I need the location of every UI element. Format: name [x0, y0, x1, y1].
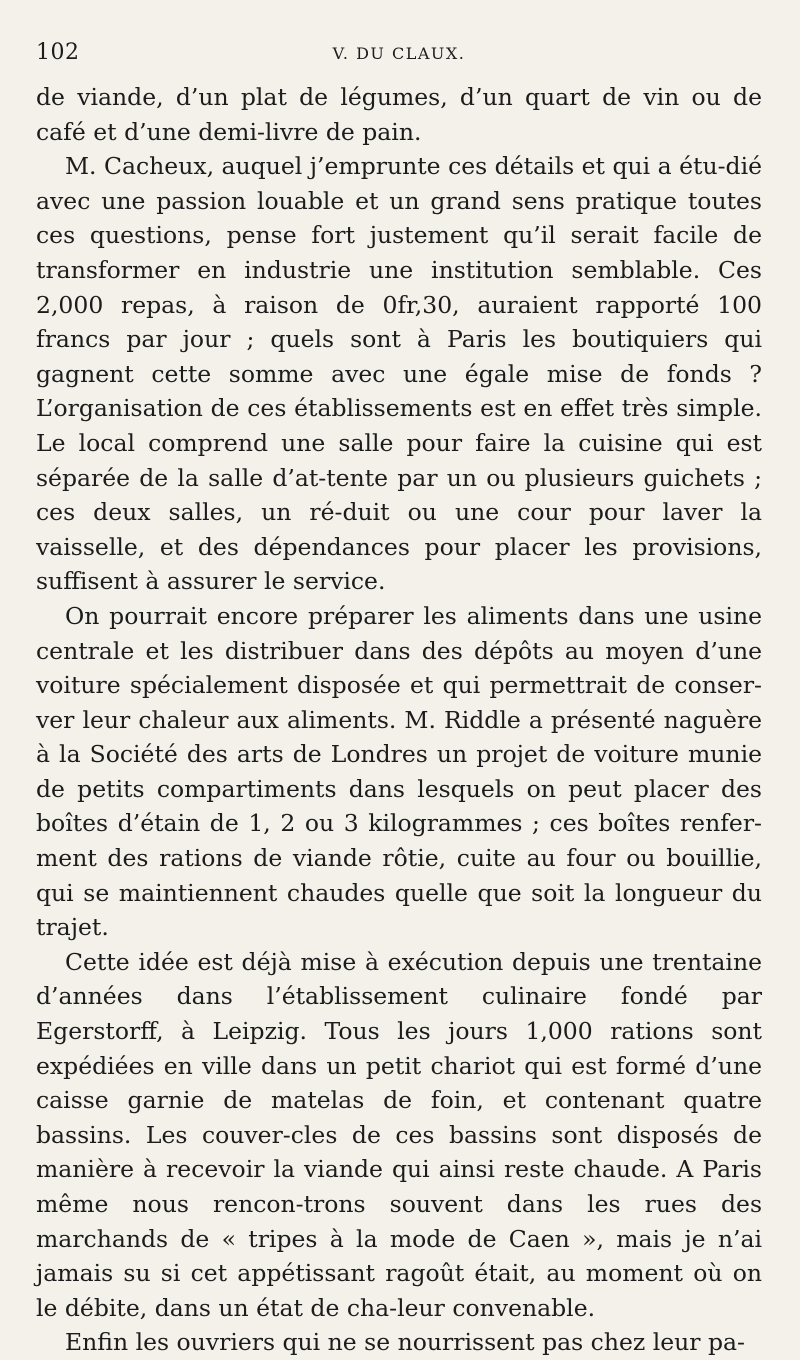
page-number: 102 — [36, 40, 80, 65]
paragraph: Enfin les ouvriers qui ne se nourrissent pas chez leur pa- — [65, 1328, 745, 1357]
paragraph: M. Cacheux, auquel j’emprunte ces détails et qui a étu-dié avec une passion louable et un grand sens pratique toutes ces questions, pense fort justement qu’il serait facile de transformer en industrie une institution semblable. Ces 2,000 repas, à raison de 0fr,30, auraient rapporté 100 francs par jour ; quels sont à Paris les boutiquiers qui gagnent cette somme avec une égale mise de fonds ? L’organisation de ces établissements est en effet très simple. Le local comprend une salle pour faire la cuisine qui est séparée de la salle d’at-tente par un ou plusieurs guichets ; ces deux salles, un ré-duit ou une cour pour laver la vaisselle, et des dépendances pour placer les provisions, suffisent à assurer le service. — [36, 152, 762, 596]
body-text — [36, 80, 762, 1360]
paragraph: de viande, d’un plat de légumes, d’un quart de vin ou de café et d’une demi-livre de pain. — [36, 83, 762, 146]
page-header — [36, 40, 762, 80]
paragraph: On pourrait encore préparer les aliments dans une usine centrale et les distribuer dans des dépôts au moyen d’une voiture spécialement disposée et qui permettrait de conser-ver leur chaleur aux aliments. M. Riddle a présenté naguère à la Société des arts de Londres un projet de voiture munie de petits compartiments dans lesquels on peut placer des boîtes d’étain de 1, 2 ou 3 kilogrammes ; ces boîtes renfer-ment des rations de viande rôtie, cuite au four ou bouillie, qui se maintiennent chaudes quelle que soit la longueur du trajet. — [36, 601, 762, 942]
paragraph: Cette idée est déjà mise à exécution depuis une trentaine d’années dans l’établissement culinaire fondé par Egerstorff, à Leipzig. Tous les jours 1,000 rations sont expédiées en ville dans un petit chariot qui est formé d’une caisse garnie de matelas de foin, et contenant quatre bassins. Les couver-cles de ces bassins sont disposés de manière à recevoir la viande qui ainsi reste chaude. A Paris même nous rencon-trons souvent dans les rues des marchands de « tripes à la mode de Caen », mais je n’ai jamais su si cet appétissant ragoût était, au moment où on le débite, dans un état de cha-leur convenable. — [36, 947, 762, 1322]
running-head: V. DU CLAUX. — [332, 44, 466, 63]
